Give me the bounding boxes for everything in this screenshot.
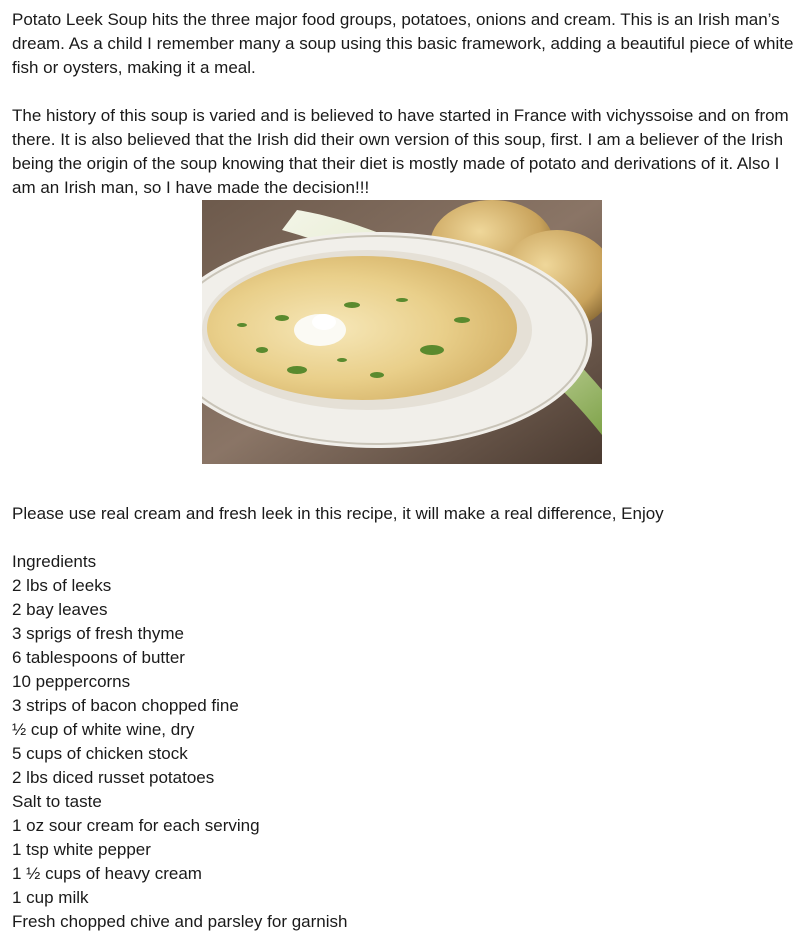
ingredient-item: 1 oz sour cream for each serving <box>12 816 260 835</box>
ingredient-item: 2 lbs diced russet potatoes <box>12 768 215 787</box>
ingredient-item: 6 tablespoons of butter <box>12 648 185 667</box>
ingredient-item: 10 peppercorns <box>12 672 131 691</box>
ingredient-item: 2 lbs of leeks <box>12 576 112 595</box>
intro-paragraph: Potato Leek Soup hits the three major food groups, potatoes, onions and cream. This is an Irish man’s dream. As a child I remember many a soup using this basic framework, adding a beautiful piece of white fish or oysters, making it a meal. <box>12 10 794 77</box>
potato-leek-soup-photo <box>202 200 602 464</box>
ingredient-item: ½ cup of white wine, dry <box>12 720 195 739</box>
photo-container <box>0 200 804 464</box>
ingredient-item: 1 ½ cups of heavy cream <box>12 864 202 883</box>
soup-surface <box>207 256 517 400</box>
ingredient-item: 3 strips of bacon chopped fine <box>12 696 239 715</box>
ingredient-item: Salt to taste <box>12 792 102 811</box>
ingredient-item: Fresh chopped chive and parsley for garnish <box>12 912 348 931</box>
sour-cream-peak <box>312 314 336 330</box>
ingredient-item: 1 cup milk <box>12 888 89 907</box>
recipe-note: Please use real cream and fresh leek in this recipe, it will make a real difference, Enjoy <box>12 504 664 523</box>
ingredient-item: 3 sprigs of fresh thyme <box>12 624 184 643</box>
history-paragraph: The history of this soup is varied and is believed to have started in France with vichyssoise and on from there. It is also believed that the Irish did their own version of this soup, first. I am a believer of the Irish being the origin of the soup knowing that their diet is mostly made of potato and derivations of it. Also I am an Irish man, so I have made the decision!!! <box>12 106 789 197</box>
ingredient-item: 1 tsp white pepper <box>12 840 151 859</box>
ingredients-list <box>12 574 802 934</box>
ingredients-heading: Ingredients <box>12 552 97 571</box>
ingredient-item: 2 bay leaves <box>12 600 108 619</box>
article-body <box>12 8 802 934</box>
ingredient-item: 5 cups of chicken stock <box>12 744 188 763</box>
ingredients-section <box>12 550 802 934</box>
